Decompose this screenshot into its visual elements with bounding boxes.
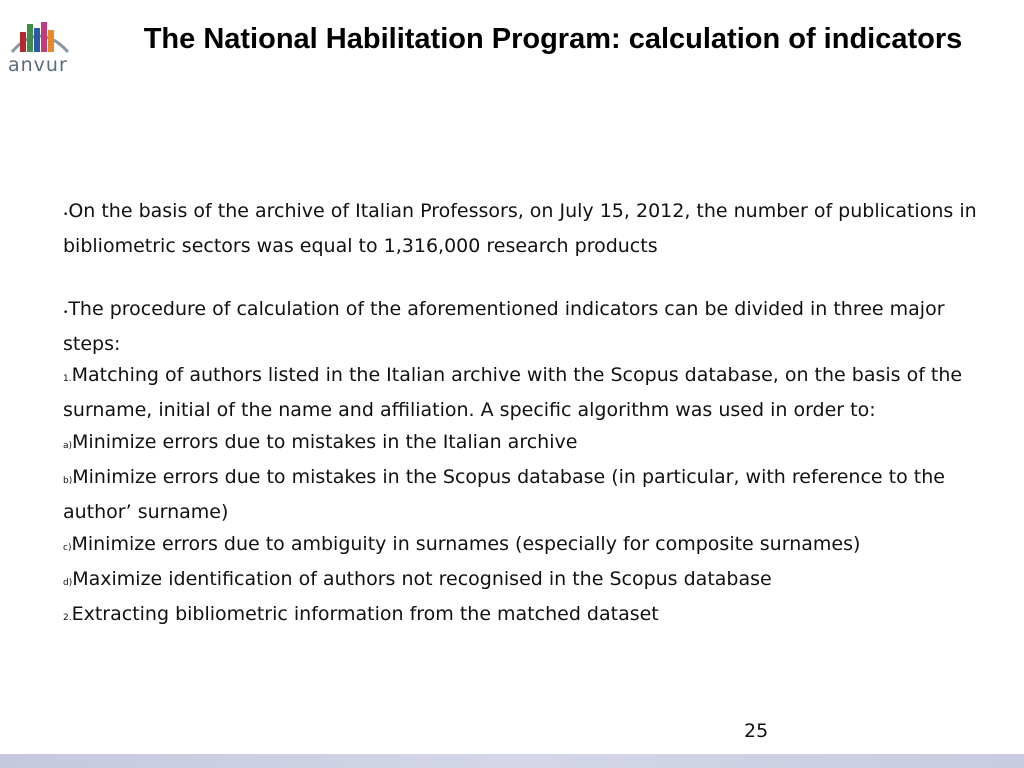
step-text: Matching of authors listed in the Italian archive with the Scopus database, on the basis of the surname, initial of the name and affiliation. A specific algorithm was used in order to: xyxy=(63,364,963,422)
substep-c xyxy=(63,529,993,564)
substep-marker: b) xyxy=(63,476,73,487)
page-number: 25 xyxy=(744,720,769,742)
substep-text: Minimize errors due to ambiguity in surnames (especially for composite surnames) xyxy=(71,532,861,555)
substep-text: Maximize identification of authors not recognised in the Scopus database xyxy=(72,567,772,590)
substep-text: Minimize errors due to mistakes in the Scopus database (in particular, with reference to the author’ surname) xyxy=(63,466,945,524)
substep-marker: a) xyxy=(63,440,73,451)
bullet-marker: • xyxy=(63,210,69,220)
step-marker: 2. xyxy=(63,613,72,624)
slide-title: The National Habilitation Program: calculation of indicators xyxy=(143,23,963,55)
footer-band xyxy=(0,754,1024,768)
slide-body xyxy=(63,196,993,635)
bullet-text: The procedure of calculation of the aforementioned indicators can be divided in three major steps: xyxy=(63,297,945,355)
logo-bars-icon xyxy=(6,18,76,58)
bullet-procedure xyxy=(63,294,993,361)
bullet-archive xyxy=(63,196,993,263)
anvur-logo xyxy=(6,18,76,76)
step-2 xyxy=(63,599,993,634)
substep-a xyxy=(63,427,993,462)
substep-d xyxy=(63,564,993,599)
substep-marker: c) xyxy=(63,542,72,553)
bullet-marker: • xyxy=(63,307,69,318)
substep-text: Minimize errors due to mistakes in the Italian archive xyxy=(72,430,578,453)
substep-b xyxy=(63,462,993,529)
logo-text: anvur xyxy=(8,54,68,76)
bullet-text: On the basis of the archive of Italian Professors, on July 15, 2012, the number of publications in bibliometric sectors was equal to 1,316,000 research products xyxy=(63,200,977,258)
substep-marker: d) xyxy=(63,577,73,588)
step-text: Extracting bibliometric information from the matched dataset xyxy=(71,603,659,626)
step-marker: 1. xyxy=(63,374,72,385)
step-1 xyxy=(63,360,993,427)
